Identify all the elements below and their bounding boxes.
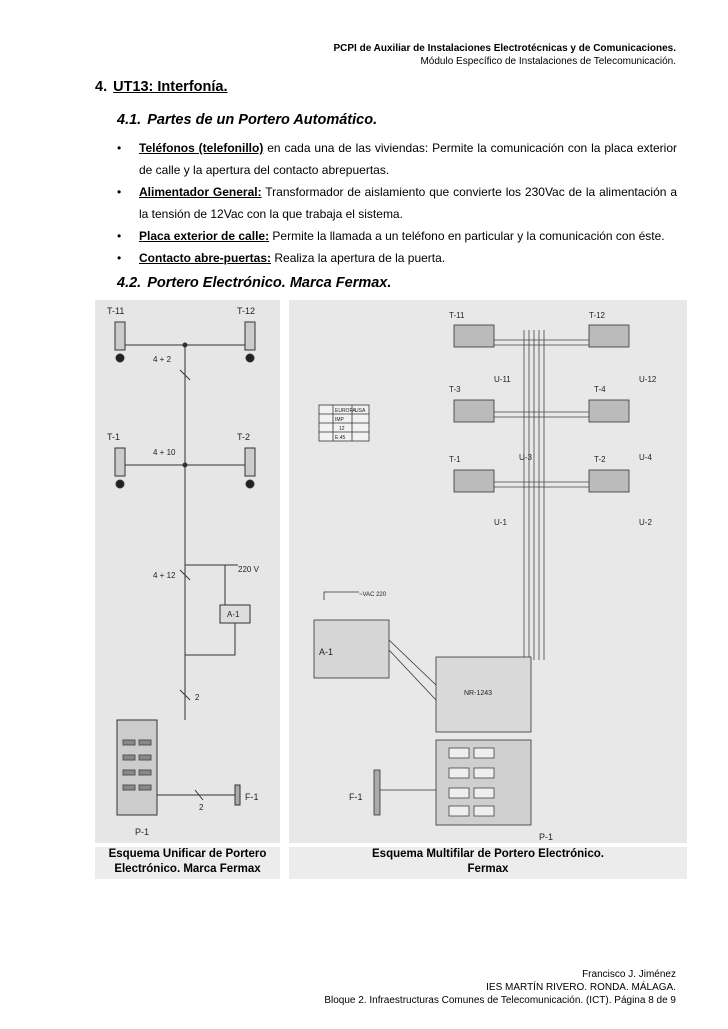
street-plate [117,720,157,815]
wire-label-2: 4 + 10 [153,448,176,457]
label-u2: U-2 [639,518,652,527]
list-item-text: Transformador de aislamiento que convierte los 230Vac de la alimentación a la tensión de 12Vac con la que trabaja el sistema. [139,185,678,221]
handset-icon [115,322,125,362]
table-header-1: EUROPA [335,408,356,414]
header-line-1: PCPI de Auxiliar de Instalaciones Electrotécnicas y de Comunicaciones. [333,43,676,54]
label-t2: T-2 [594,455,606,464]
label-f1: F-1 [349,792,363,802]
section-title: UT13: Interfonía. [113,79,228,95]
caption-left-line-1: Esquema Unificar de Portero [108,848,267,860]
label-u4: U-4 [639,453,652,462]
section-heading [95,79,228,95]
label-a1: A-1 [319,647,334,657]
handset-icon [245,448,255,488]
table-cell-3: E.45 [335,435,346,441]
label-t1: T-1 [107,432,121,442]
label-nr: NR-1243 [464,690,493,697]
footer-page: Bloque 2. Infraestructuras Comunes de Telecomunicación. (ICT). Página 8 de 9 [324,995,676,1006]
footer-school: IES MARTÍN RIVERO. RONDA. MÁLAGA. [486,982,676,993]
label-u1: U-1 [494,518,507,527]
label-t1: T-1 [449,455,461,464]
voltage-label: ~VAC 220 [359,592,387,598]
caption-right [289,847,687,879]
handset-module [454,400,494,422]
subsection-heading-2 [117,275,391,291]
caption-right-line-2: Fermax [467,863,509,875]
label-a1: A-1 [227,610,240,619]
handset-module [589,400,629,422]
list-item-term: Alimentador General: [139,185,262,199]
label-p1: P-1 [539,832,554,842]
footer-author: Francisco J. Jiménez [582,969,676,980]
label-t12: T-12 [589,311,606,320]
voltage-label: 220 V [238,565,259,574]
list-item-text: en cada una de las viviendas: Permite la comunicación con la placa exterior de calle y la apertura del contacto abrepuertas. [139,141,677,177]
subsection-title: Partes de un Portero Automático. [147,112,378,128]
label-t2: T-2 [237,432,251,442]
table-cell-2: 12 [339,426,345,432]
label-p1: P-1 [135,827,150,837]
caption-right-line-1: Esquema Multifilar de Portero Electrónico. [372,848,604,860]
list-item-term: Placa exterior de calle: [139,229,270,243]
label-f1: F-1 [245,792,259,802]
multifilar-diagram [289,300,687,843]
label-t12: T-12 [237,306,256,316]
section-number: 4. [95,79,108,95]
caption-left-line-2: Electrónico. Marca Fermax [114,863,261,875]
label-t3: T-3 [449,385,461,394]
wire-label-3: 4 + 12 [153,571,176,580]
table-cell-1: IMP [335,417,344,423]
handset-module [454,470,494,492]
list-item [117,247,677,269]
bullet-icon: • [117,185,122,199]
handset-module [454,325,494,347]
list-item-term: Contacto abre-puertas: [139,251,272,265]
list-item [117,137,677,181]
label-u3: U-3 [519,453,532,462]
subsection-title: Portero Electrónico. Marca Fermax. [147,275,392,291]
wire-label-5: 2 [199,803,204,812]
wire-label-1: 4 + 2 [153,355,172,364]
handset-module [589,470,629,492]
list-item [117,225,677,247]
handset-icon [115,448,125,488]
caption-left [95,847,280,879]
table-header-2: USA [355,408,366,414]
unifilar-diagram [95,300,280,843]
list-item [117,181,677,225]
bullet-icon: • [117,141,122,155]
header-line-2: Módulo Específico de Instalaciones de Telecomunicación. [420,56,676,67]
subsection-number: 4.1. [117,112,142,128]
bullet-icon: • [117,251,122,265]
label-u12: U-12 [639,375,657,384]
label-t4: T-4 [594,385,606,394]
label-t11: T-11 [107,306,125,316]
label-u11: U-11 [494,375,511,384]
label-t11: T-11 [449,311,465,320]
list-item-text: Permite la llamada a un teléfono en particular y la comunicación con éste. [269,229,665,243]
handset-module [589,325,629,347]
bullet-list [117,137,677,269]
handset-icon [245,322,255,362]
bullet-icon: • [117,229,122,243]
subsection-heading-1 [117,112,377,128]
subsection-number: 4.2. [117,275,142,291]
list-item-term: Teléfonos (telefonillo) [139,141,264,155]
door-lock [235,785,240,805]
door-lock [374,770,380,815]
page-header [333,42,676,68]
wire-label-4: 2 [195,693,200,702]
list-item-text: Realiza la apertura de la puerta. [271,251,446,265]
page-footer [324,968,676,1007]
